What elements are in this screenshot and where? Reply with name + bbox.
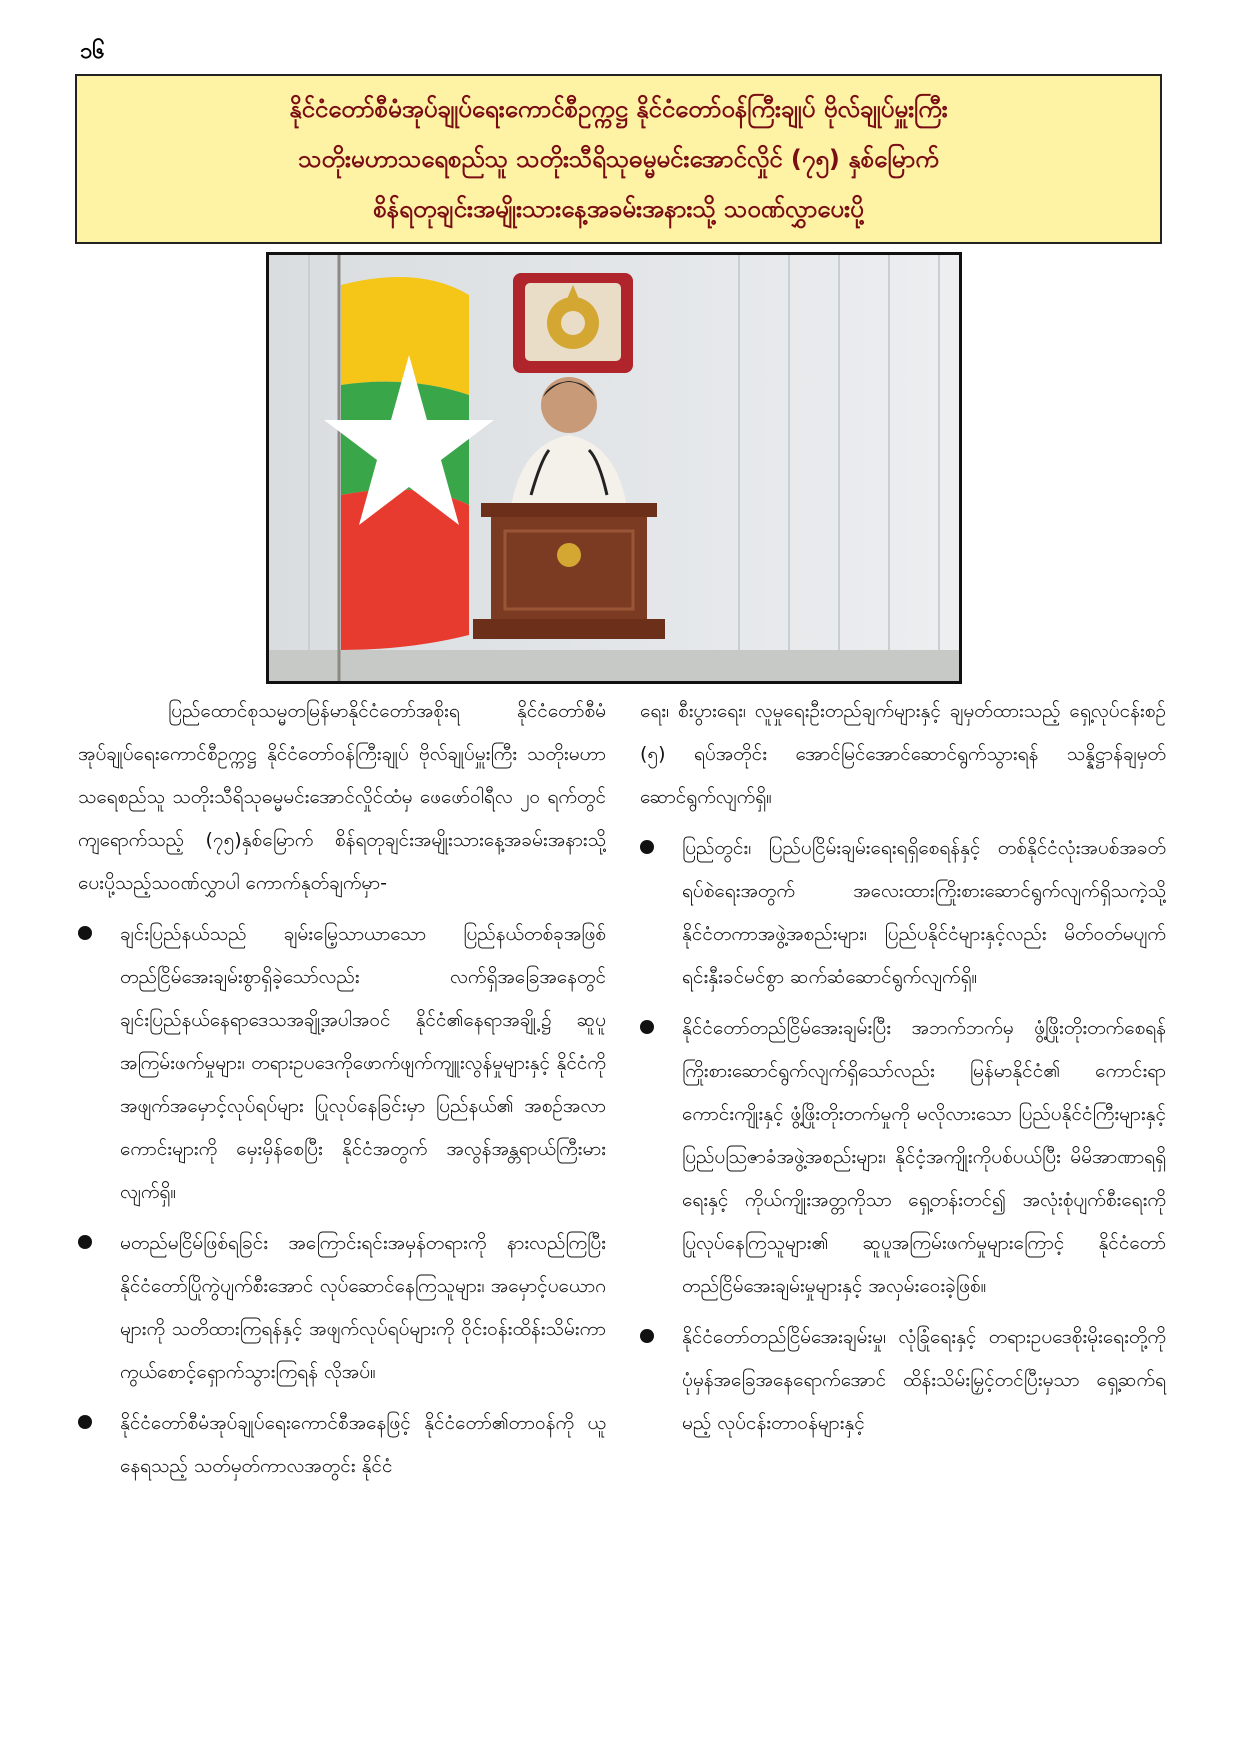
- bullet-icon: [78, 1415, 92, 1429]
- bullet-item: [78, 1402, 606, 1488]
- podium: [473, 503, 665, 639]
- page-number: ၁၆: [80, 39, 105, 64]
- headline-box: [75, 74, 1162, 244]
- national-flag-icon: [324, 255, 494, 681]
- speaker-photo: [266, 252, 962, 684]
- bullet-text: နိုင်ငံတော်တည်ငြိမ်အေးချမ်းမှု၊ လုံခြုံရေးနှင့် တရားဥပဒေစိုးမိုးရေးတို့ကို ပုံမှန်အခြေအနေရောက်အောင် ထိန်းသိမ်းမြှင့်တင်ပြီးမှသာ ရှေ့ဆက်ရမည့် လုပ်ငန်းတာဝန်များနှင့်: [682, 1326, 1166, 1434]
- intro-paragraph: ပြည်ထောင်စုသမ္မတမြန်မာနိုင်ငံတော်အစိုးရ နိုင်ငံတော်စီမံအုပ်ချုပ်ရေးကောင်စီဥက္ကဋ္ဌ နိုင်ငံတော်ဝန်ကြီးချုပ် ဗိုလ်ချုပ်မှူးကြီး သတိုးမဟာသရေစည်သူ သတိုးသီရိသုဓမ္မမင်းအောင်လှိုင်ထံမှ ဖေဖော်ဝါရီလ ၂၀ ရက်တွင် ကျရောက်သည့် (၇၅)နှစ်မြောက် စိန်ရတုချင်းအမျိုးသားနေ့အခမ်းအနားသို့ ပေးပို့သည့်သဝဏ်လွှာပါ ကောက်နုတ်ချက်မှာ-: [78, 700, 606, 894]
- state-emblem-icon: [513, 273, 633, 373]
- bullet-text: နိုင်ငံတော်တည်ငြိမ်အေးချမ်းပြီး အဘက်ဘက်မှ ဖွံ့ဖြိုးတိုးတက်စေရန် ကြိုးစားဆောင်ရွက်လျက်ရှိသော်လည်း မြန်မာနိုင်ငံ၏ ကောင်းရာကောင်းကျိုးနှင့် ဖွံ့ဖြိုးတိုးတက်မှုကို မလိုလားသော ပြည်ပနိုင်ငံကြီးများနှင့် ပြည်ပသြဇာခံအဖွဲ့အစည်းများ၊ နိုင်ငံ့အကျိုးကိုပစ်ပယ်ပြီး မိမိအာဏာရရှိရေးနှင့် ကိုယ်ကျိုးအတ္တကိုသာ ရှေ့တန်းတင်၍ အလုံးစုံပျက်စီးရေးကို ပြုလုပ်နေကြသူများ၏ ဆူပူအကြမ်းဖက်မှုများကြောင့် နိုင်ငံတော်တည်ငြိမ်အေးချမ်းမှုများနှင့် အလှမ်းဝေးခဲ့ဖြစ်။: [682, 1017, 1166, 1297]
- bullet-text: ပြည်တွင်း၊ ပြည်ပငြိမ်းချမ်းရေးရရှိစေရန်နှင့် တစ်နိုင်ငံလုံးအပစ်အခတ်ရပ်စဲရေးအတွက် အလေးထားကြိုးစားဆောင်ရွက်လျက်ရှိသကဲ့သို့ နိုင်ငံတကာအဖွဲ့အစည်းများ၊ ပြည်ပနိုင်ငံများနှင့်လည်း မိတ်ဝတ်မပျက် ရင်းနှီးခင်မင်စွာ ဆက်ဆံဆောင်ရွက်လျက်ရှိ။: [682, 837, 1166, 988]
- photo-illustration: [269, 255, 959, 681]
- bullet-item: [640, 1316, 1166, 1445]
- continued-paragraph: ရေး၊ စီးပွားရေး၊ လူမှုရေးဦးတည်ချက်များနှင့် ချမှတ်ထားသည့် ရှေ့လုပ်ငန်းစဉ် (၅) ရပ်အတိုင်း အောင်မြင်အောင်ဆောင်ရွက်သွားရန် သန္နိဋ္ဌာန်ချမှတ်ဆောင်ရွက်လျက်ရှိ။: [640, 700, 1166, 808]
- bullet-text: မတည်မငြိမ်ဖြစ်ရခြင်း အကြောင်းရင်းအမှန်တရားကို နားလည်ကြပြီး နိုင်ငံတော်ပြိုကွဲပျက်စီးအောင် လုပ်ဆောင်နေကြသူများ၊ အမှောင့်ပယောဂများကို သတိထားကြရန်နှင့် အဖျက်လုပ်ရပ်များကို ဝိုင်းဝန်းထိန်းသိမ်းကာကွယ်စောင့်ရှောက်သွားကြရန် လိုအပ်။: [120, 1232, 606, 1383]
- bullet-item: [78, 913, 606, 1214]
- floor: [269, 650, 959, 681]
- bullet-icon: [640, 1020, 654, 1034]
- headline-line-1: နိုင်ငံတော်စီမံအုပ်ချုပ်ရေးကောင်စီဥက္ကဋ္ဌ နိုင်ငံတော်ဝန်ကြီးချုပ် ဗိုလ်ချုပ်မှူးကြီး: [289, 95, 948, 123]
- bullet-icon: [640, 840, 654, 854]
- bullet-icon: [640, 1329, 654, 1343]
- bullet-text: နိုင်ငံတော်စီမံအုပ်ချုပ်ရေးကောင်စီအနေဖြင့် နိုင်ငံတော်၏တာဝန်ကို ယူနေရသည့် သတ်မှတ်ကာလအတွင်း နိုင်ငံ: [120, 1412, 606, 1477]
- bullet-item: [78, 1222, 606, 1394]
- bullet-icon: [78, 1235, 92, 1249]
- right-column: [640, 690, 1166, 1453]
- bullet-item: [640, 827, 1166, 999]
- headline-line-2: သတိုးမဟာသရေစည်သူ သတိုးသီရိသုဓမ္မမင်းအောင်လှိုင် (၇၅) နှစ်မြောက်: [298, 145, 939, 173]
- bullet-item: [640, 1007, 1166, 1308]
- bullet-icon: [78, 926, 92, 940]
- bullet-text: ချင်းပြည်နယ်သည် ချမ်းမြေ့သာယာသော ပြည်နယ်တစ်ခုအဖြစ် တည်ငြိမ်အေးချမ်းစွာရှိခဲ့သော်လည်း လက်ရှိအခြေအနေတွင် ချင်းပြည်နယ်နေရာဒေသအချို့အပါအဝင် နိုင်ငံ၏နေရာအချို့၌ ဆူပူအကြမ်းဖက်မှုများ၊ တရားဥပဒေကိုဖောက်ဖျက်ကျူးလွန်မှုများနှင့် နိုင်ငံကို အဖျက်အမှောင့်လုပ်ရပ်များ ပြုလုပ်နေခြင်းမှာ ပြည်နယ်၏ အစဉ်အလာကောင်းများကို မှေးမှိန်စေပြီး နိုင်ငံအတွက် အလွန်အန္တရာယ်ကြီးမားလျက်ရှိ။: [120, 923, 606, 1203]
- headline-line-3: စိန်ရတုချင်းအမျိုးသားနေ့အခမ်းအနားသို့ သဝဏ်လွှာပေးပို့: [373, 195, 864, 223]
- left-column: [78, 690, 606, 1496]
